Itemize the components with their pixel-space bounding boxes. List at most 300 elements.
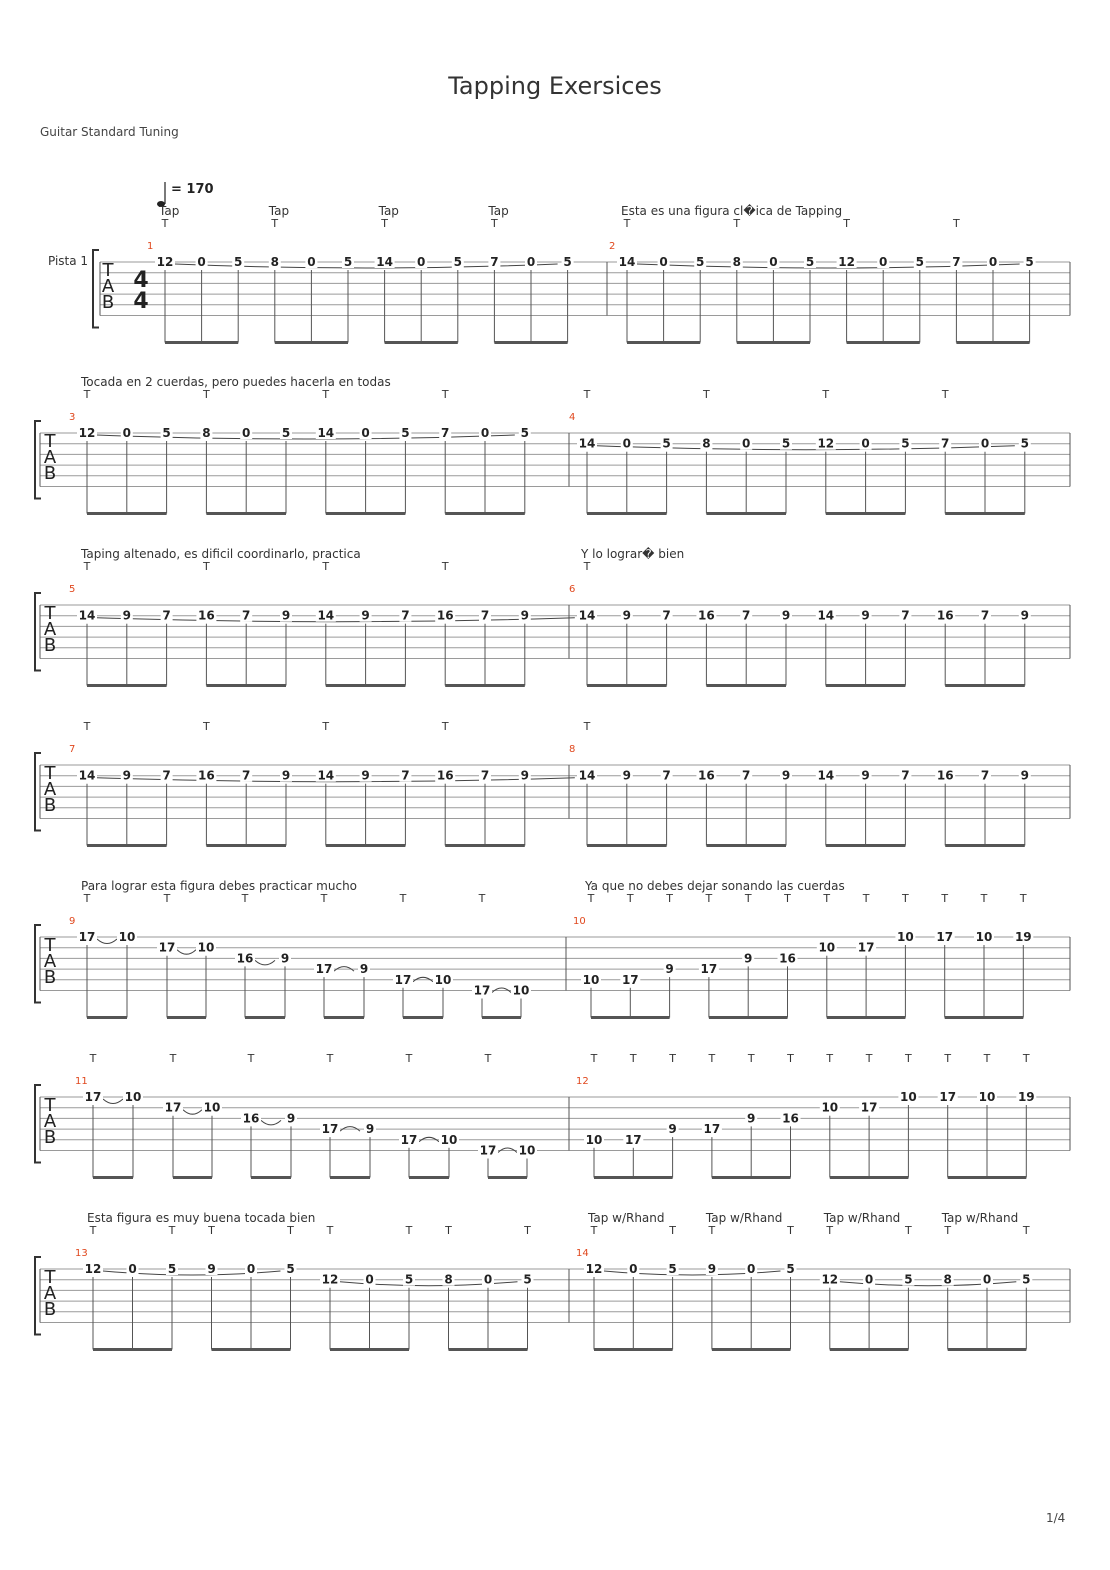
fret-number: 5 xyxy=(286,1262,295,1276)
fret-number: 12 xyxy=(817,436,835,451)
fret-number: 0 xyxy=(769,255,778,269)
measure-number: 2 xyxy=(609,241,616,252)
fret-number: 9 xyxy=(520,768,529,783)
fret-number: 0 xyxy=(128,1262,137,1276)
fret-number: 9 xyxy=(361,608,370,623)
tempo-marking: = 170 xyxy=(171,182,214,197)
measure-number: 4 xyxy=(569,412,576,423)
fret-number: 17 xyxy=(479,1143,497,1158)
fret-number: 5 xyxy=(162,426,171,440)
tie-slur xyxy=(597,446,1015,450)
tie-slur xyxy=(97,435,515,439)
text-annotation: Esta es una figura cl�ica de Tapping xyxy=(621,204,843,218)
fret-number: 14 xyxy=(817,768,835,783)
fret-number: 0 xyxy=(361,426,370,440)
text-annotation: Ya que no debes dejar sonando las cuerdas xyxy=(585,879,845,893)
tab-clef-letter: B xyxy=(101,292,115,313)
fret-number: 10 xyxy=(124,1090,142,1104)
tap-mark: T xyxy=(784,892,791,905)
fret-number: 12 xyxy=(78,426,96,440)
tap-mark: T xyxy=(287,1224,294,1237)
text-annotation: Tap xyxy=(378,204,399,218)
tap-mark: T xyxy=(590,1224,598,1237)
tap-mark: T xyxy=(583,388,591,401)
fret-number: 16 xyxy=(779,951,796,966)
tap-mark: T xyxy=(83,720,91,733)
tap-mark: T xyxy=(405,1052,413,1065)
fret-number: 5 xyxy=(401,426,410,440)
fret-number: 7 xyxy=(162,608,171,623)
fret-number: 14 xyxy=(78,608,96,623)
tab-clef-letter: B xyxy=(43,635,57,656)
fret-number: 7 xyxy=(901,608,910,623)
text-annotation: Tap w/Rhand xyxy=(588,1211,665,1225)
tap-mark: T xyxy=(822,388,830,401)
tap-mark: T xyxy=(587,892,595,905)
text-annotation: Para lograr esta figura debes practicar mucho xyxy=(81,879,358,893)
fret-number: 9 xyxy=(361,768,370,783)
fret-number: 7 xyxy=(980,608,990,623)
tap-mark: T xyxy=(944,1224,952,1237)
text-annotation: Esta figura es muy buena tocada bien xyxy=(87,1211,316,1225)
fret-number: 0 xyxy=(629,1262,638,1276)
tab-clef-letter: T xyxy=(44,431,56,452)
measure-number: 8 xyxy=(569,744,576,755)
tap-mark: T xyxy=(484,1052,492,1065)
fret-number: 16 xyxy=(936,768,954,783)
fret-number: 9 xyxy=(747,1111,756,1126)
system-bracket xyxy=(93,250,99,328)
fret-number: 7 xyxy=(490,255,499,269)
fret-number: 8 xyxy=(732,255,741,269)
measure-number: 11 xyxy=(75,1076,88,1087)
tab-clef-letter: A xyxy=(43,951,57,972)
tap-mark: T xyxy=(626,892,634,905)
fret-number: 10 xyxy=(203,1100,221,1115)
fret-number: 8 xyxy=(444,1272,453,1287)
tap-mark: T xyxy=(953,217,960,230)
tap-mark: T xyxy=(905,1052,912,1065)
tap-mark: T xyxy=(322,388,330,401)
fret-number: 5 xyxy=(523,1272,532,1287)
tab-clef-letter: T xyxy=(102,260,114,281)
tap-mark: T xyxy=(941,892,949,905)
fret-number: 0 xyxy=(483,1272,493,1287)
fret-number: 5 xyxy=(904,1272,913,1287)
fret-number: 10 xyxy=(818,940,836,955)
fret-number: 8 xyxy=(702,436,711,451)
fret-number: 14 xyxy=(317,768,335,783)
fret-number: 5 xyxy=(786,1262,795,1276)
fret-number: 19 xyxy=(1014,930,1032,944)
fret-number: 0 xyxy=(122,426,131,440)
tie-slur xyxy=(97,939,117,944)
tap-mark: T xyxy=(161,217,169,230)
tap-mark: T xyxy=(203,720,210,733)
fret-number: 12 xyxy=(821,1272,839,1287)
text-annotation: Taping altenado, es dificil coordinarlo, practica xyxy=(81,547,361,561)
fret-number: 9 xyxy=(286,1111,296,1126)
tap-mark: T xyxy=(941,388,949,401)
tap-mark: T xyxy=(787,1052,794,1065)
tap-mark: T xyxy=(441,720,449,733)
text-annotation: Tocada en 2 cuerdas, pero puedes hacerla en todas xyxy=(81,375,391,389)
tap-mark: T xyxy=(399,892,407,905)
fret-number: 7 xyxy=(952,255,961,269)
tap-mark: T xyxy=(708,1224,716,1237)
tap-mark: T xyxy=(1019,892,1027,905)
tap-mark: T xyxy=(747,1052,755,1065)
fret-number: 5 xyxy=(343,255,353,269)
fret-number: 14 xyxy=(578,768,596,783)
tap-mark: T xyxy=(203,560,210,573)
measure-number: 5 xyxy=(69,584,76,595)
tap-mark: T xyxy=(669,1224,676,1237)
tab-clef-letter: B xyxy=(43,967,57,988)
fret-number: 10 xyxy=(582,972,600,987)
tap-mark: T xyxy=(83,388,91,401)
tap-mark: T xyxy=(843,217,850,230)
fret-number: 5 xyxy=(281,426,291,440)
tap-mark: T xyxy=(163,892,171,905)
fret-number: 5 xyxy=(520,426,529,440)
tap-mark: T xyxy=(862,892,870,905)
fret-number: 7 xyxy=(662,768,671,783)
tap-mark: T xyxy=(322,560,330,573)
fret-number: 12 xyxy=(585,1262,603,1276)
track-name: Pista 1 xyxy=(48,254,89,268)
fret-number: 7 xyxy=(480,608,490,623)
fret-number: 0 xyxy=(197,255,206,269)
tap-mark: T xyxy=(583,560,591,573)
fret-number: 10 xyxy=(440,1132,458,1147)
fret-number: 0 xyxy=(864,1272,874,1287)
fret-number: 10 xyxy=(900,1090,917,1104)
tap-mark: T xyxy=(705,892,713,905)
fret-number: 5 xyxy=(1020,436,1029,451)
fret-number: 9 xyxy=(281,768,291,783)
tie-slur xyxy=(261,1120,281,1125)
fret-number: 14 xyxy=(376,255,393,269)
fret-number: 5 xyxy=(234,255,243,269)
measure-number: 9 xyxy=(69,916,76,927)
tab-clef-letter: B xyxy=(43,1127,57,1148)
tap-mark: T xyxy=(89,1224,97,1237)
fret-number: 9 xyxy=(861,608,870,623)
fret-number: 0 xyxy=(307,255,316,269)
tap-mark: T xyxy=(83,892,91,905)
tie-slur xyxy=(255,960,275,965)
fret-number: 5 xyxy=(1022,1272,1031,1287)
tap-mark: T xyxy=(208,1224,215,1237)
fret-number: 5 xyxy=(563,255,572,269)
fret-number: 0 xyxy=(747,1262,756,1276)
tap-mark: T xyxy=(241,892,249,905)
tie-slur xyxy=(177,950,196,955)
fret-number: 10 xyxy=(197,940,215,955)
tab-clef-letter: B xyxy=(43,1299,57,1320)
fret-number: 9 xyxy=(668,1122,677,1137)
fret-number: 7 xyxy=(162,768,171,783)
tab-clef-letter: A xyxy=(43,619,57,640)
tab-clef-letter: A xyxy=(43,1283,57,1304)
fret-number: 0 xyxy=(861,436,870,451)
fret-number: 14 xyxy=(78,768,96,783)
tap-mark: T xyxy=(247,1052,255,1065)
fret-number: 14 xyxy=(578,436,596,451)
fret-number: 7 xyxy=(941,436,950,451)
tap-mark: T xyxy=(623,217,631,230)
text-annotation: Tap w/Rhand xyxy=(823,1211,901,1225)
fret-number: 10 xyxy=(518,1143,536,1158)
fret-number: 9 xyxy=(707,1262,717,1276)
text-annotation: Tap xyxy=(488,204,509,218)
tap-mark: T xyxy=(441,560,449,573)
fret-number: 16 xyxy=(198,608,215,623)
measure-number: 10 xyxy=(573,916,586,927)
fret-number: 0 xyxy=(246,1262,256,1276)
tab-clef-letter: A xyxy=(43,1111,57,1132)
tap-mark: T xyxy=(944,1052,952,1065)
fret-number: 10 xyxy=(975,930,993,944)
fret-number: 17 xyxy=(394,972,412,987)
fret-number: 16 xyxy=(782,1111,799,1126)
tap-mark: T xyxy=(203,388,210,401)
fret-number: 0 xyxy=(526,255,536,269)
fret-number: 10 xyxy=(585,1132,603,1147)
tap-mark: T xyxy=(980,892,988,905)
fret-number: 10 xyxy=(118,930,136,944)
fret-number: 7 xyxy=(242,608,251,623)
tap-mark: T xyxy=(271,217,279,230)
tap-mark: T xyxy=(902,892,909,905)
tab-clef-letter: A xyxy=(43,447,57,468)
tab-clef-letter: A xyxy=(101,276,115,297)
fret-number: 10 xyxy=(897,930,914,944)
page-number: 1/4 xyxy=(1046,1511,1066,1525)
fret-number: 16 xyxy=(936,608,954,623)
tie-slur xyxy=(183,1110,202,1115)
fret-number: 16 xyxy=(698,608,715,623)
fret-number: 5 xyxy=(915,255,924,269)
tap-mark: T xyxy=(583,720,591,733)
fret-number: 12 xyxy=(838,255,855,269)
fret-number: 17 xyxy=(473,983,491,998)
tab-clef-letter: T xyxy=(44,763,56,784)
tab-clef-letter: A xyxy=(43,779,57,800)
text-annotation: Y lo lograr� bien xyxy=(581,547,685,561)
fret-number: 7 xyxy=(441,426,450,440)
tap-mark: T xyxy=(865,1052,873,1065)
tuning-label: Guitar Standard Tuning xyxy=(40,125,179,139)
tab-clef-letter: T xyxy=(44,1267,56,1288)
fret-number: 0 xyxy=(980,436,990,451)
fret-number: 0 xyxy=(659,255,668,269)
tap-mark: T xyxy=(381,217,388,230)
tab-clef-letter: B xyxy=(43,463,57,484)
measure-number: 3 xyxy=(69,412,76,423)
tab-clef-letter: T xyxy=(44,603,56,624)
tap-mark: T xyxy=(669,1052,676,1065)
fret-number: 19 xyxy=(1017,1090,1035,1104)
tap-mark: T xyxy=(441,388,449,401)
fret-number: 7 xyxy=(401,608,410,623)
tap-mark: T xyxy=(524,1224,531,1237)
fret-number: 9 xyxy=(122,608,131,623)
fret-number: 8 xyxy=(943,1272,952,1287)
text-annotation: Tap xyxy=(268,204,290,218)
measure-number: 13 xyxy=(75,1248,88,1259)
fret-number: 9 xyxy=(280,951,290,966)
tap-mark: T xyxy=(744,892,752,905)
tap-mark: T xyxy=(823,892,831,905)
fret-number: 9 xyxy=(207,1262,216,1276)
measure-number: 1 xyxy=(147,241,154,252)
fret-number: 16 xyxy=(436,768,454,783)
tab-clef-letter: T xyxy=(44,1095,56,1116)
fret-number: 0 xyxy=(480,426,490,440)
fret-number: 17 xyxy=(400,1132,418,1147)
fret-number: 17 xyxy=(321,1122,339,1137)
fret-number: 0 xyxy=(417,255,426,269)
fret-number: 17 xyxy=(164,1100,182,1115)
fret-number: 8 xyxy=(202,426,211,440)
fret-number: 5 xyxy=(696,255,705,269)
tap-mark: T xyxy=(629,1052,637,1065)
fret-number: 10 xyxy=(434,972,452,987)
fret-number: 17 xyxy=(315,962,333,977)
tap-mark: T xyxy=(708,1052,716,1065)
fret-number: 0 xyxy=(982,1272,992,1287)
fret-number: 7 xyxy=(480,768,490,783)
tap-mark: T xyxy=(89,1052,97,1065)
fret-number: 10 xyxy=(821,1100,839,1115)
fret-number: 17 xyxy=(624,1132,642,1147)
fret-number: 9 xyxy=(122,768,131,783)
fret-number: 7 xyxy=(742,768,751,783)
fret-number: 5 xyxy=(781,436,791,451)
fret-number: 12 xyxy=(84,1262,102,1276)
fret-number: 9 xyxy=(365,1122,375,1137)
fret-number: 0 xyxy=(988,255,998,269)
fret-number: 5 xyxy=(167,1262,177,1276)
tap-mark: T xyxy=(703,388,710,401)
fret-number: 9 xyxy=(861,768,870,783)
tap-mark: T xyxy=(491,217,498,230)
measure-number: 12 xyxy=(576,1076,589,1087)
fret-number: 9 xyxy=(1020,768,1029,783)
fret-number: 16 xyxy=(242,1111,260,1126)
fret-number: 17 xyxy=(84,1090,102,1104)
fret-number: 5 xyxy=(662,436,671,451)
tap-mark: T xyxy=(168,1224,176,1237)
fret-number: 10 xyxy=(978,1090,996,1104)
tap-mark: T xyxy=(320,892,328,905)
tap-mark: T xyxy=(826,1224,834,1237)
fret-number: 17 xyxy=(703,1122,721,1137)
time-signature-top: 4 xyxy=(133,268,149,293)
fret-number: 16 xyxy=(198,768,215,783)
fret-number: 17 xyxy=(939,1090,957,1104)
fret-number: 9 xyxy=(520,608,529,623)
text-annotation: Tap xyxy=(159,204,180,218)
fret-number: 9 xyxy=(781,768,791,783)
tap-mark: T xyxy=(478,892,486,905)
tap-mark: T xyxy=(445,1224,452,1237)
fret-number: 7 xyxy=(401,768,410,783)
fret-number: 9 xyxy=(1020,608,1029,623)
tap-mark: T xyxy=(733,217,741,230)
tap-mark: T xyxy=(590,1052,598,1065)
tap-mark: T xyxy=(983,1052,991,1065)
fret-number: 5 xyxy=(1025,255,1034,269)
fret-number: 5 xyxy=(668,1262,677,1276)
fret-number: 7 xyxy=(662,608,671,623)
fret-number: 9 xyxy=(622,608,631,623)
fret-number: 7 xyxy=(901,768,910,783)
tap-mark: T xyxy=(1022,1052,1030,1065)
tap-mark: T xyxy=(326,1052,334,1065)
fret-number: 9 xyxy=(622,768,631,783)
fret-number: 7 xyxy=(742,608,751,623)
tap-mark: T xyxy=(169,1052,177,1065)
fret-number: 9 xyxy=(781,608,791,623)
fret-number: 9 xyxy=(281,608,291,623)
fret-number: 17 xyxy=(78,930,96,944)
fret-number: 0 xyxy=(742,436,751,451)
fret-number: 9 xyxy=(744,951,753,966)
fret-number: 0 xyxy=(622,436,631,451)
fret-number: 17 xyxy=(700,962,718,977)
fret-number: 17 xyxy=(936,930,954,944)
fret-number: 14 xyxy=(317,426,335,440)
fret-number: 17 xyxy=(158,940,176,955)
fret-number: 12 xyxy=(156,255,174,269)
fret-number: 17 xyxy=(860,1100,878,1115)
measure-number: 14 xyxy=(576,1248,589,1259)
fret-number: 5 xyxy=(404,1272,414,1287)
tab-clef-letter: T xyxy=(44,935,56,956)
tap-mark: T xyxy=(826,1052,834,1065)
fret-number: 16 xyxy=(436,608,454,623)
fret-number: 17 xyxy=(621,972,639,987)
tap-mark: T xyxy=(666,892,673,905)
fret-number: 9 xyxy=(665,962,674,977)
fret-number: 14 xyxy=(317,608,335,623)
time-signature-bottom: 4 xyxy=(133,289,149,314)
fret-number: 7 xyxy=(980,768,990,783)
tie-slur xyxy=(103,1099,123,1104)
tap-mark: T xyxy=(326,1224,334,1237)
fret-number: 0 xyxy=(242,426,251,440)
fret-number: 10 xyxy=(512,983,530,998)
fret-number: 14 xyxy=(618,255,636,269)
fret-number: 16 xyxy=(698,768,715,783)
measure-number: 6 xyxy=(569,584,576,595)
tap-mark: T xyxy=(1022,1224,1030,1237)
measure-number: 7 xyxy=(69,744,76,755)
fret-number: 9 xyxy=(359,962,369,977)
fret-number: 0 xyxy=(365,1272,374,1287)
tap-mark: T xyxy=(322,720,330,733)
fret-number: 5 xyxy=(805,255,815,269)
score-title: Tapping Exersices xyxy=(448,72,662,100)
tab-clef-letter: B xyxy=(43,795,57,816)
text-annotation: Tap w/Rhand xyxy=(941,1211,1019,1225)
fret-number: 16 xyxy=(236,951,254,966)
fret-number: 17 xyxy=(857,940,875,955)
fret-number: 5 xyxy=(901,436,910,451)
